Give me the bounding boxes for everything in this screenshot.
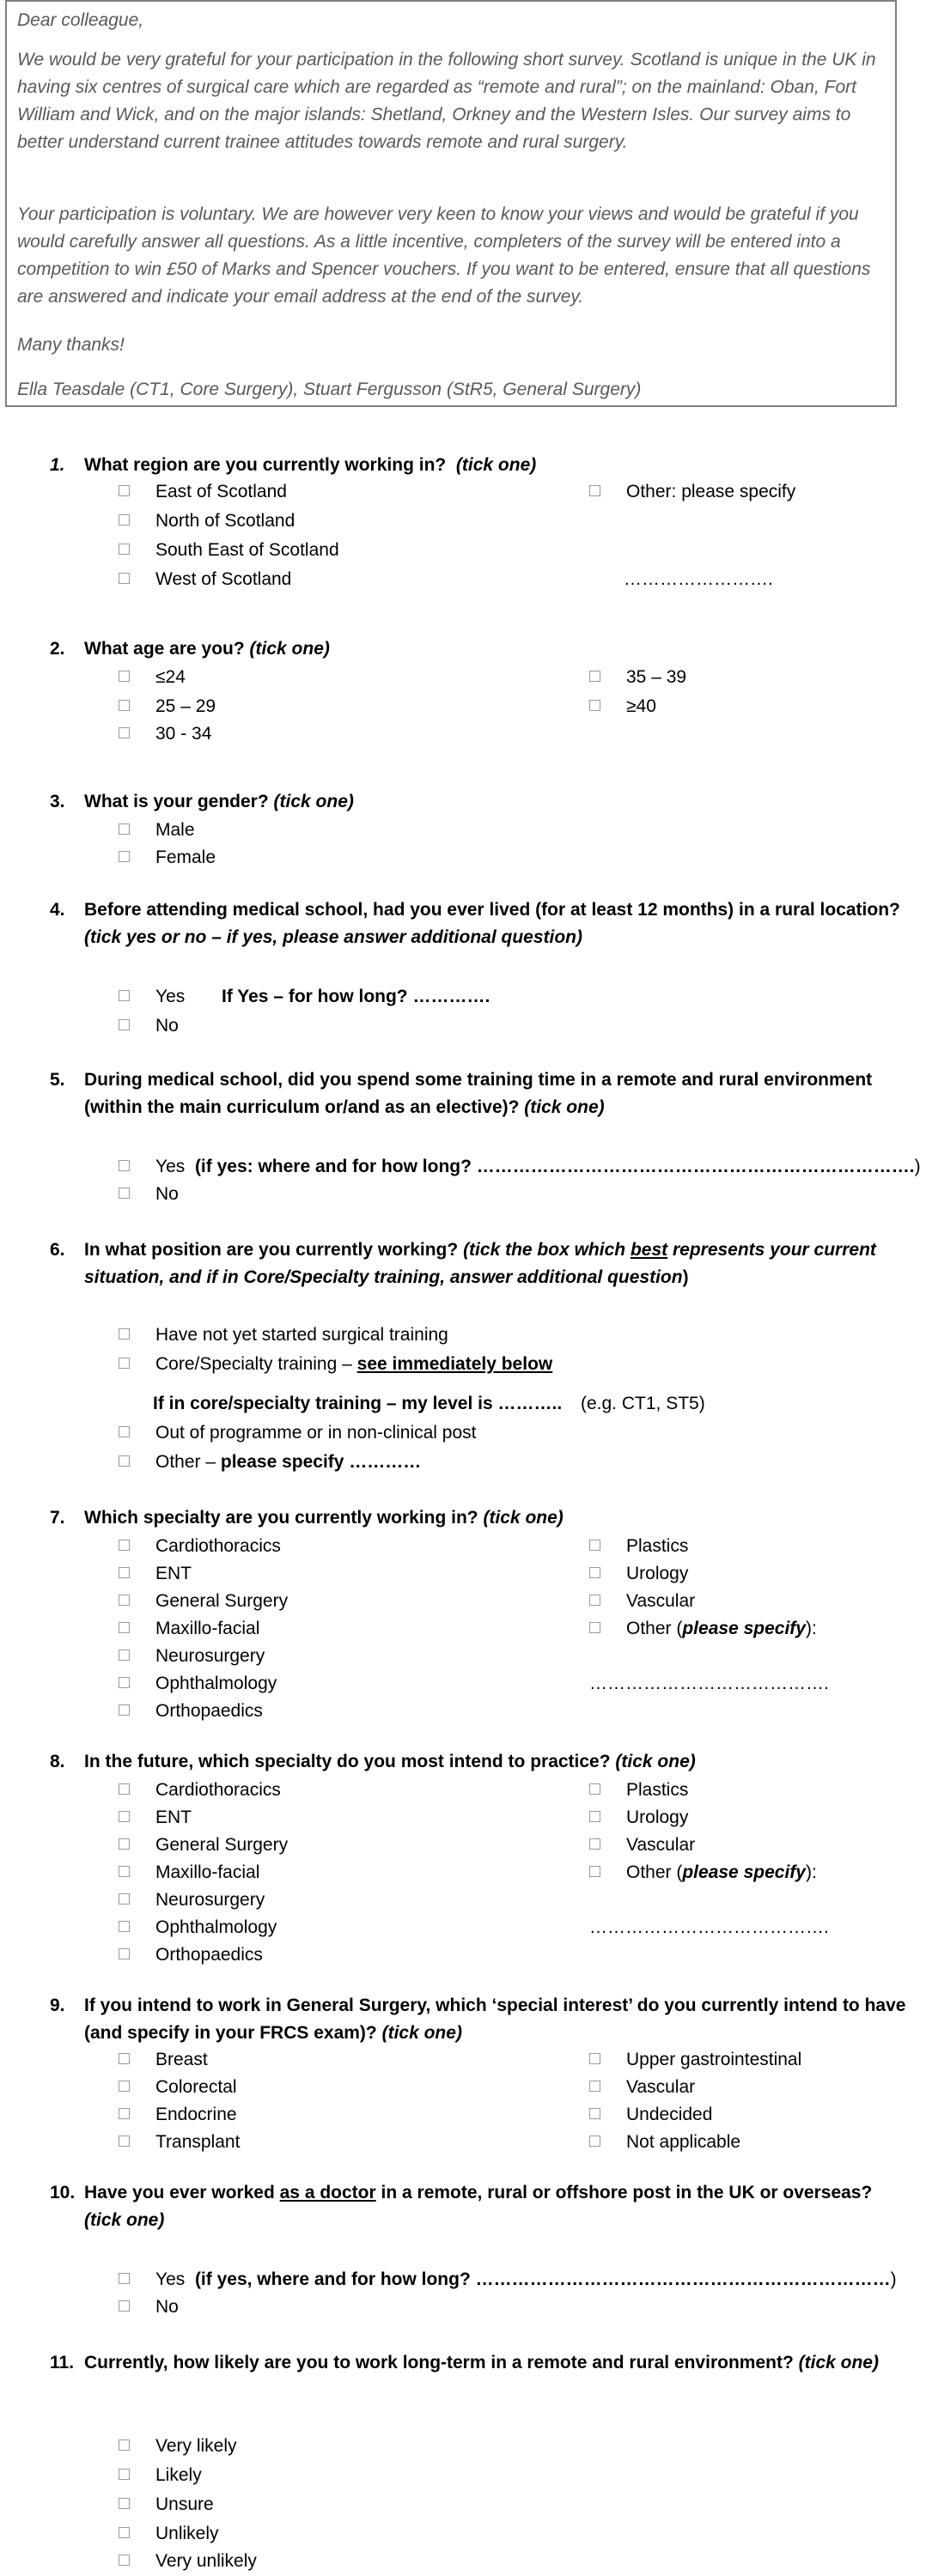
- option-checkbox-yes[interactable]: Yes (if yes: where and for how long? ……………………………………………………………….): [119, 1154, 921, 1180]
- question-number: 6.: [50, 1240, 65, 1260]
- question-text: Which specialty are you currently working in? (tick one): [84, 1508, 564, 1528]
- option-checkbox[interactable]: 30 - 34: [119, 721, 211, 747]
- option-checkbox[interactable]: Out of programme or in non-clinical post: [119, 1420, 477, 1446]
- question-text: In the future, which specialty do you most intend to practice? (tick one): [84, 1752, 696, 1771]
- question-number: 4.: [50, 900, 65, 920]
- option-checkbox[interactable]: Neurosurgery: [119, 1887, 265, 1913]
- option-checkbox[interactable]: Very likely: [119, 2433, 237, 2459]
- option-checkbox-other[interactable]: Other: please specify: [589, 479, 795, 505]
- level-example: (e.g. CT1, ST5): [581, 1394, 705, 1413]
- option-checkbox[interactable]: ENT: [119, 1561, 192, 1587]
- option-checkbox[interactable]: 35 – 39: [589, 665, 686, 690]
- question-number: 2.: [50, 639, 65, 659]
- option-checkbox[interactable]: Breast: [119, 2047, 208, 2073]
- thanks: Many thanks!: [17, 335, 125, 355]
- option-checkbox[interactable]: Ophthalmology: [119, 1915, 277, 1941]
- option-checkbox[interactable]: Orthopaedics: [119, 1698, 263, 1724]
- option-checkbox[interactable]: Cardiothoracics: [119, 1777, 281, 1803]
- authors: Ella Teasdale (CT1, Core Surgery), Stuart Fergusson (StR5, General Surgery): [17, 380, 642, 399]
- option-checkbox-core[interactable]: Core/Specialty training – see immediately below: [119, 1352, 552, 1377]
- intro-paragraph-1: We would be very grateful for your participation in the following short survey. Scotland is unique in the UK in having six centres of surgical care which are regarded as “remote and rural”; on the mainland: Oban, Fort William and Wick, and on the major islands: Shetland, Orkney and the Western Isles. Our survey aims to better understand current trainee attitudes towards remote and rural surgery.: [17, 50, 876, 152]
- option-checkbox[interactable]: Vascular: [589, 1832, 695, 1858]
- option-checkbox[interactable]: East of Scotland: [119, 479, 287, 505]
- option-checkbox[interactable]: Undecided: [589, 2102, 712, 2128]
- option-checkbox[interactable]: Very unlikely: [119, 2549, 257, 2574]
- option-checkbox-no[interactable]: No: [119, 1182, 179, 1207]
- option-checkbox[interactable]: Maxillo-facial: [119, 1616, 259, 1642]
- question-number: 7.: [50, 1508, 65, 1528]
- option-checkbox[interactable]: Male: [119, 817, 195, 843]
- option-checkbox[interactable]: ≤24: [119, 665, 186, 690]
- option-checkbox[interactable]: Maxillo-facial: [119, 1860, 259, 1886]
- question-number: 10.: [50, 2183, 76, 2202]
- option-checkbox[interactable]: North of Scotland: [119, 508, 295, 534]
- option-checkbox[interactable]: South East of Scotland: [119, 538, 339, 563]
- option-checkbox[interactable]: Upper gastrointestinal: [589, 2047, 801, 2073]
- option-checkbox[interactable]: Unlikely: [119, 2521, 219, 2547]
- greeting: Dear colleague,: [17, 10, 144, 30]
- question-number: 5.: [50, 1070, 65, 1090]
- option-checkbox-no[interactable]: No: [119, 1013, 179, 1039]
- option-checkbox[interactable]: Orthopaedics: [119, 1942, 263, 1968]
- option-checkbox[interactable]: ≥40: [589, 694, 656, 720]
- question-text: What is your gender? (tick one): [84, 792, 354, 811]
- question-number: 1.: [50, 455, 65, 475]
- option-checkbox-yes[interactable]: Yes: [119, 984, 185, 1010]
- option-checkbox[interactable]: General Surgery: [119, 1832, 288, 1858]
- option-checkbox[interactable]: Female: [119, 845, 216, 871]
- option-checkbox-other[interactable]: Other (please specify):: [589, 1860, 817, 1886]
- specify-line[interactable]: ………………………………….: [589, 1917, 829, 1937]
- option-checkbox[interactable]: Cardiothoracics: [119, 1534, 281, 1559]
- question-text: Have you ever worked as a doctor in a remote, rural or offshore post in the UK or overseas? (tick one): [84, 2183, 873, 2230]
- option-checkbox-other[interactable]: Other (please specify):: [589, 1616, 817, 1642]
- question-text: If you intend to work in General Surgery, which ‘special interest’ do you currently intend to have (and specify in your FRCS exam)? (tick one): [84, 1996, 906, 2043]
- question-text: During medical school, did you spend some training time in a remote and rural environment (within the main curriculum or/and as an elective)? (tick one): [84, 1070, 873, 1117]
- option-checkbox[interactable]: Transplant: [119, 2129, 240, 2155]
- question-number: 8.: [50, 1752, 65, 1771]
- question-number: 9.: [50, 1996, 65, 2015]
- level-prompt[interactable]: If in core/specialty training – my level is ………..: [153, 1394, 563, 1413]
- question-number: 11.: [50, 2353, 75, 2372]
- option-checkbox-yes[interactable]: Yes (if yes, where and for how long? ……………………………………………………………): [119, 2267, 897, 2293]
- intro-paragraph-2: Your participation is voluntary. We are however very keen to know your views and would be grateful if you would carefully answer all questions. As a little incentive, completers of the survey will be entered into a competition to win £50 of Marks and Spencer vouchers. If you want to be entered, ensure that all questions are answered and indicate your email address at the end of the survey.: [17, 204, 871, 307]
- option-checkbox[interactable]: Vascular: [589, 1589, 695, 1614]
- option-checkbox[interactable]: Plastics: [589, 1534, 688, 1559]
- option-checkbox[interactable]: Have not yet started surgical training: [119, 1322, 448, 1348]
- option-checkbox[interactable]: Neurosurgery: [119, 1643, 265, 1669]
- option-checkbox[interactable]: Urology: [589, 1805, 688, 1831]
- question-text: What region are you currently working in? (tick one): [84, 455, 537, 475]
- option-checkbox-no[interactable]: No: [119, 2294, 179, 2320]
- option-checkbox[interactable]: 25 – 29: [119, 694, 216, 720]
- option-checkbox[interactable]: ENT: [119, 1805, 192, 1831]
- question-text: What age are you? (tick one): [84, 639, 330, 659]
- option-checkbox-other[interactable]: Other – please specify …………: [119, 1449, 421, 1475]
- option-checkbox[interactable]: Not applicable: [589, 2129, 740, 2155]
- option-checkbox[interactable]: Endocrine: [119, 2102, 237, 2128]
- question-text: In what position are you currently working? (tick the box which best represents your current situation, and if in Core/Specialty training, answer additional question): [84, 1240, 876, 1287]
- option-checkbox[interactable]: Unsure: [119, 2492, 214, 2518]
- question-text: Currently, how likely are you to work long-term in a remote and rural environment? (tick one): [84, 2353, 879, 2372]
- specify-line[interactable]: …………………….: [624, 569, 773, 589]
- question-text: Before attending medical school, had you ever lived (for at least 12 months) in a rural location? (tick yes or no – if yes, please answer additional question): [84, 900, 900, 947]
- option-checkbox[interactable]: Likely: [119, 2463, 202, 2488]
- question-number: 3.: [50, 792, 65, 811]
- option-checkbox[interactable]: Plastics: [589, 1777, 688, 1803]
- followup-how-long[interactable]: If Yes – for how long? ………….: [222, 987, 490, 1006]
- option-checkbox[interactable]: Vascular: [589, 2075, 695, 2100]
- option-checkbox[interactable]: Ophthalmology: [119, 1671, 277, 1697]
- option-checkbox[interactable]: General Surgery: [119, 1589, 288, 1614]
- option-checkbox[interactable]: Urology: [589, 1561, 688, 1587]
- intro-box: [5, 0, 897, 407]
- option-checkbox[interactable]: Colorectal: [119, 2075, 237, 2100]
- specify-line[interactable]: ………………………………….: [589, 1674, 829, 1693]
- option-checkbox[interactable]: West of Scotland: [119, 567, 291, 592]
